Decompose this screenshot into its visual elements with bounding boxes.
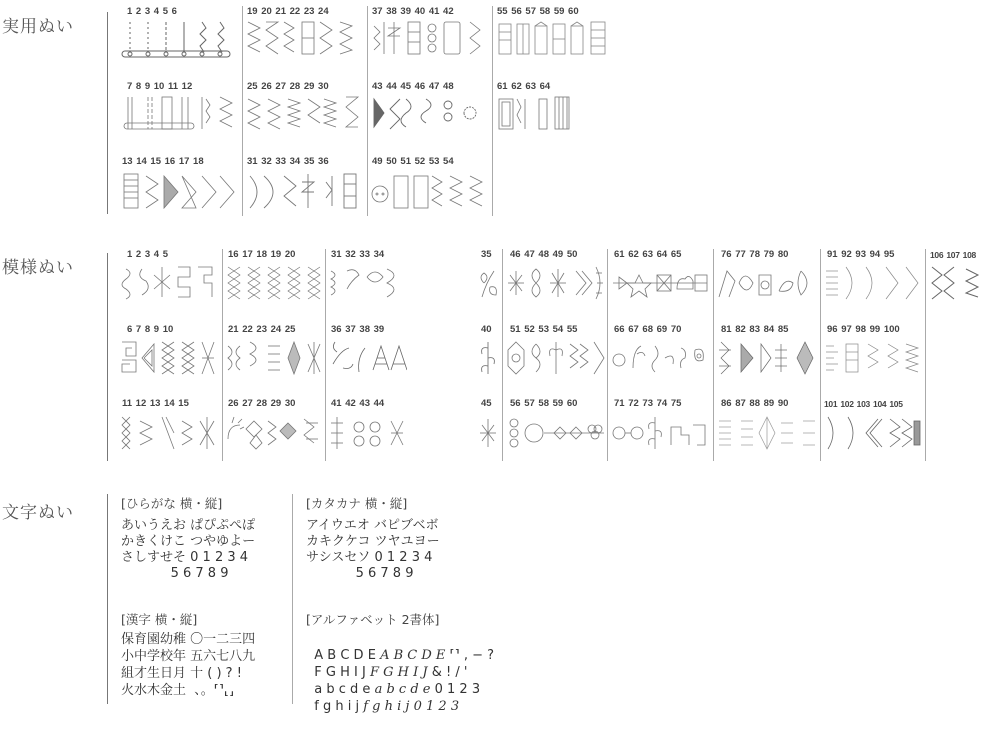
stitch-numbers: 71 72 73 74 75	[614, 398, 682, 409]
stitch-pattern-group	[224, 263, 324, 301]
hiragana-heading: [ひらがな 横・縦]	[121, 496, 223, 511]
stitch-pattern-group	[327, 263, 407, 301]
alphabet-plain: A B C D E	[314, 647, 376, 663]
stitch-numbers: 101 102 103 104 105	[824, 399, 903, 409]
stitch-numbers: 45	[481, 398, 492, 409]
stitch-pattern-group	[476, 338, 500, 376]
stitch-numbers: 51 52 53 54 55	[510, 324, 578, 335]
stitch-numbers: 43 44 45 46 47 48	[372, 81, 454, 92]
stitch-numbers: 40	[481, 324, 492, 335]
hiragana-line: 5 6 7 8 9	[121, 566, 229, 581]
alphabet-heading: [アルファベット 2書体]	[306, 612, 440, 627]
alphabet-plain: F G H I J	[314, 664, 366, 680]
alphabet-script: F G H I J	[369, 664, 428, 680]
kanji-heading: [漢字 横・縦]	[121, 612, 198, 627]
stitch-pattern-group	[476, 263, 500, 301]
stitch-pattern-group	[715, 338, 819, 376]
category-divider	[107, 494, 108, 704]
katakana-line: 5 6 7 8 9	[306, 566, 414, 581]
stitch-numbers: 49 50 51 52 53 54	[372, 156, 454, 167]
stitch-numbers: 36 37 38 39	[331, 324, 385, 335]
alphabet-line	[306, 683, 459, 714]
katakana-heading: [カタカナ 横・縦]	[306, 496, 408, 511]
hiragana-line: かきくけこ つやゆよー	[121, 534, 256, 549]
column-divider	[242, 6, 243, 216]
stitch-numbers: 16 17 18 19 20	[228, 249, 296, 260]
column-divider	[292, 494, 293, 704]
stitch-numbers: 61 62 63 64 65	[614, 249, 682, 260]
stitch-numbers: 76 77 78 79 80	[721, 249, 789, 260]
stitch-numbers: 41 42 43 44	[331, 398, 385, 409]
category-practical-label: 実用ぬい	[2, 17, 74, 37]
stitch-pattern-group	[822, 338, 924, 376]
stitch-numbers: 6 7 8 9 10	[127, 324, 174, 335]
kanji-line: 組才生日月 十 ( ) ? !	[121, 666, 242, 681]
alphabet-script: a b c d e	[374, 681, 431, 697]
katakana-line: アイウエオ バピブベボ	[306, 518, 439, 533]
stitch-numbers: 31 32 33 34	[331, 249, 385, 260]
alphabet-symbols: 0 1 2 3	[413, 698, 460, 714]
stitch-numbers: 21 22 23 24 25	[228, 324, 296, 335]
stitch-numbers: 25 26 27 28 29 30	[247, 81, 329, 92]
stitch-pattern-group	[118, 263, 218, 301]
stitch-pattern-group	[120, 95, 238, 133]
stitch-pattern-group	[504, 338, 606, 376]
stitch-pattern-group	[504, 413, 606, 451]
alphabet-symbols: 0 1 2 3	[434, 681, 481, 697]
column-divider	[502, 249, 503, 461]
stitch-pattern-group	[244, 172, 364, 210]
stitch-pattern-group	[609, 338, 711, 376]
category-divider	[107, 12, 108, 214]
stitch-pattern-group	[120, 172, 238, 210]
stitch-numbers: 81 82 83 84 85	[721, 324, 789, 335]
stitch-pattern-group	[370, 172, 492, 210]
stitch-numbers: 31 32 33 34 35 36	[247, 156, 329, 167]
stitch-pattern-group	[504, 263, 606, 301]
alphabet-script: f g h i j	[363, 698, 410, 714]
stitch-numbers: 1 2 3 4 5	[127, 249, 168, 260]
stitch-numbers: 106 107 108	[930, 250, 976, 260]
stitch-pattern-group	[495, 95, 575, 133]
stitch-pattern-group	[495, 20, 613, 58]
stitch-numbers: 37 38 39 40 41 42	[372, 6, 454, 17]
stitch-pattern-group	[609, 413, 711, 451]
stitch-numbers: 7 8 9 10 11 12	[127, 81, 193, 92]
category-decorative-label: 模様ぬい	[2, 258, 74, 278]
katakana-line: サシスセソ 0 1 2 3 4	[306, 550, 433, 565]
column-divider	[925, 249, 926, 461]
alphabet-symbols: & ! / '	[431, 664, 468, 680]
alphabet-plain: a b c d e	[314, 681, 371, 697]
stitch-numbers: 56 57 58 59 60	[510, 398, 578, 409]
stitch-pattern-group	[476, 413, 500, 451]
stitch-pattern-group	[822, 413, 924, 451]
stitch-numbers: 61 62 63 64	[497, 81, 551, 92]
category-divider	[107, 253, 108, 461]
column-divider	[325, 249, 326, 461]
column-divider	[367, 6, 368, 216]
column-divider	[713, 249, 714, 461]
stitch-pattern-group	[715, 263, 819, 301]
stitch-pattern-group	[370, 20, 492, 58]
stitch-numbers: 86 87 88 89 90	[721, 398, 789, 409]
stitch-pattern-group	[715, 413, 819, 451]
stitch-pattern-group	[224, 338, 324, 376]
alphabet-symbols: ⸢⸣ , − ?	[449, 647, 495, 663]
stitch-pattern-group	[244, 95, 364, 133]
column-divider	[607, 249, 608, 461]
stitch-numbers: 1 2 3 4 5 6	[127, 6, 177, 17]
katakana-line: カキクケコ ツヤユヨー	[306, 534, 440, 549]
stitch-numbers: 26 27 28 29 30	[228, 398, 296, 409]
stitch-numbers: 66 67 68 69 70	[614, 324, 682, 335]
stitch-numbers: 13 14 15 16 17 18	[122, 156, 204, 167]
stitch-pattern-group	[370, 95, 492, 133]
stitch-numbers: 46 47 48 49 50	[510, 249, 578, 260]
stitch-pattern-group	[224, 413, 324, 451]
stitch-pattern-group	[609, 263, 711, 301]
stitch-pattern-group	[244, 20, 364, 58]
stitch-numbers: 96 97 98 99 100	[827, 324, 900, 335]
stitch-pattern-group	[118, 413, 218, 451]
alphabet-plain: f g h i j	[314, 698, 360, 714]
stitch-numbers: 35	[481, 249, 492, 260]
hiragana-line: あいうえお ぱぴぷぺぽ	[121, 518, 256, 533]
stitch-numbers: 19 20 21 22 23 24	[247, 6, 329, 17]
stitch-pattern-group	[327, 413, 407, 451]
alphabet-script: A B C D E	[380, 647, 446, 663]
stitch-pattern-group	[928, 263, 988, 301]
category-characters-label: 文字ぬい	[2, 503, 74, 523]
column-divider	[820, 249, 821, 461]
stitch-numbers: 11 12 13 14 15	[122, 398, 189, 409]
stitch-pattern-group	[822, 263, 924, 301]
stitch-pattern-group	[120, 20, 238, 58]
kanji-line: 小中学校年 五六七八九	[121, 649, 256, 664]
stitch-numbers: 91 92 93 94 95	[827, 249, 895, 260]
stitch-pattern-group	[118, 338, 218, 376]
kanji-line: 保育園幼稚 〇一二三四	[121, 632, 256, 647]
hiragana-line: さしすせそ 0 1 2 3 4	[121, 550, 249, 565]
stitch-pattern-group	[327, 338, 407, 376]
column-divider	[492, 6, 493, 216]
kanji-line: 火水木金土 、。⸢⸣⸤⸥	[121, 683, 235, 698]
stitch-numbers: 55 56 57 58 59 60	[497, 6, 579, 17]
column-divider	[222, 249, 223, 461]
